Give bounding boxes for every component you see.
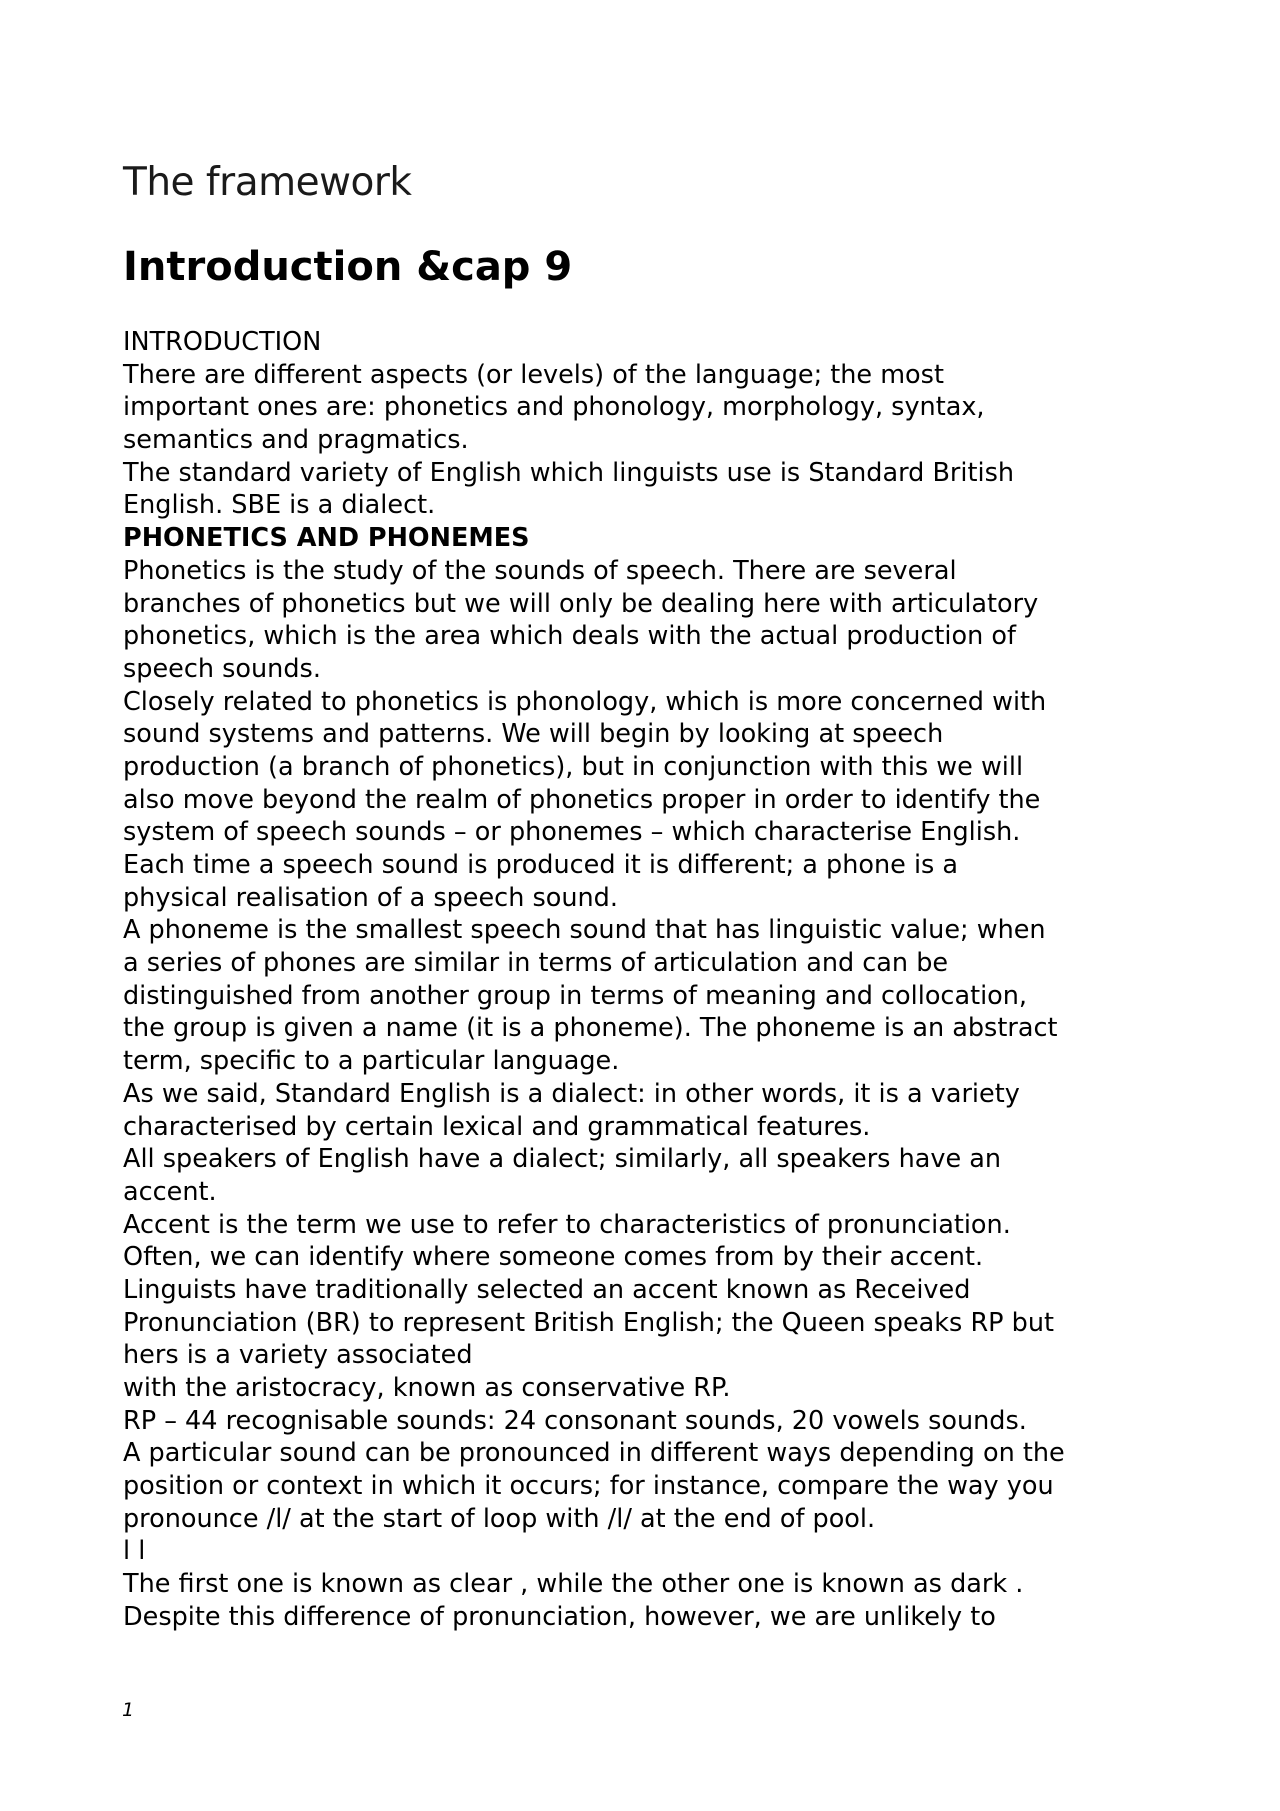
body-text (123, 326, 1173, 1634)
text-line: A phoneme is the smallest speech sound that has linguistic value; when (123, 915, 1046, 946)
text-line: Accent is the term we use to refer to characteristics of pronunciation. (123, 1209, 1011, 1240)
text-line: hers is a variety associated (123, 1340, 473, 1371)
text-line: The first one is known as clear , while the other one is known as dark . (123, 1569, 1024, 1600)
text-line: speech sounds. (123, 653, 321, 684)
text-line: All speakers of English have a dialect; similarly, all speakers have an (123, 1144, 1002, 1175)
text-line: Often, we can identify where someone comes from by their accent. (123, 1242, 984, 1273)
text-line: Closely related to phonetics is phonology, which is more concerned with (123, 686, 1047, 717)
text-line: also move beyond the realm of phonetics proper in order to identify the (123, 784, 1041, 815)
text-line: INTRODUCTION (123, 327, 322, 357)
text-line: with the aristocracy, known as conservative RP. (123, 1373, 731, 1403)
text-line: l l (123, 1536, 146, 1567)
section-heading: Introduction &cap 9 (123, 244, 573, 290)
text-line: sound systems and patterns. We will begin by looking at speech (123, 719, 944, 750)
text-line: a series of phones are similar in terms of articulation and can be (123, 948, 949, 979)
text-line: term, specific to a particular language. (123, 1046, 620, 1077)
subheading-phonetics: PHONETICS AND PHONEMES (123, 523, 530, 554)
text-line: important ones are: phonetics and phonology, morphology, syntax, (123, 392, 985, 423)
text-line: Phonetics is the study of the sounds of speech. There are several (123, 555, 957, 586)
text-line: production (a branch of phonetics), but in conjunction with this we will (123, 751, 1024, 782)
page-number: 1 (122, 1699, 135, 1721)
text-line: Despite this difference of pronunciation, however, we are unlikely to (123, 1601, 996, 1632)
text-line: Pronunciation (BR) to represent British English; the Queen speaks RP but (123, 1307, 1054, 1338)
text-line: phonetics, which is the area which deals with the actual production of (123, 621, 1016, 652)
document-title: The framework (123, 160, 412, 205)
text-line: There are different aspects (or levels) of the language; the most (123, 359, 944, 390)
text-line: semantics and pragmatics. (123, 425, 469, 456)
text-line: RP – 44 recognisable sounds: 24 consonant sounds, 20 vowels sounds. (123, 1405, 1027, 1436)
text-line: As we said, Standard English is a dialect: in other words, it is a variety (123, 1078, 1020, 1109)
text-line: Each time a speech sound is produced it is different; a phone is a (123, 850, 959, 880)
text-line: position or context in which it occurs; for instance, compare the way you (123, 1471, 1054, 1502)
text-line: branches of phonetics but we will only be dealing here with articulatory (123, 588, 1039, 619)
text-line: the group is given a name (it is a phoneme). The phoneme is an abstract (123, 1013, 1058, 1044)
text-line: physical realisation of a speech sound. (123, 882, 618, 913)
text-line: English. SBE is a dialect. (123, 490, 436, 521)
text-line: accent. (123, 1176, 217, 1207)
text-line: pronounce /l/ at the start of loop with /l/ at the end of pool. (123, 1503, 876, 1534)
text-line: system of speech sounds – or phonemes – which characterise English. (123, 817, 1021, 848)
text-line: A particular sound can be pronounced in different ways depending on the (123, 1438, 1065, 1469)
text-line: The standard variety of English which linguists use is Standard British (123, 457, 1015, 488)
text-line: Linguists have traditionally selected an accent known as Received (123, 1274, 971, 1305)
text-line: distinguished from another group in terms of meaning and collocation, (123, 980, 1028, 1011)
text-line: characterised by certain lexical and grammatical features. (123, 1111, 871, 1142)
